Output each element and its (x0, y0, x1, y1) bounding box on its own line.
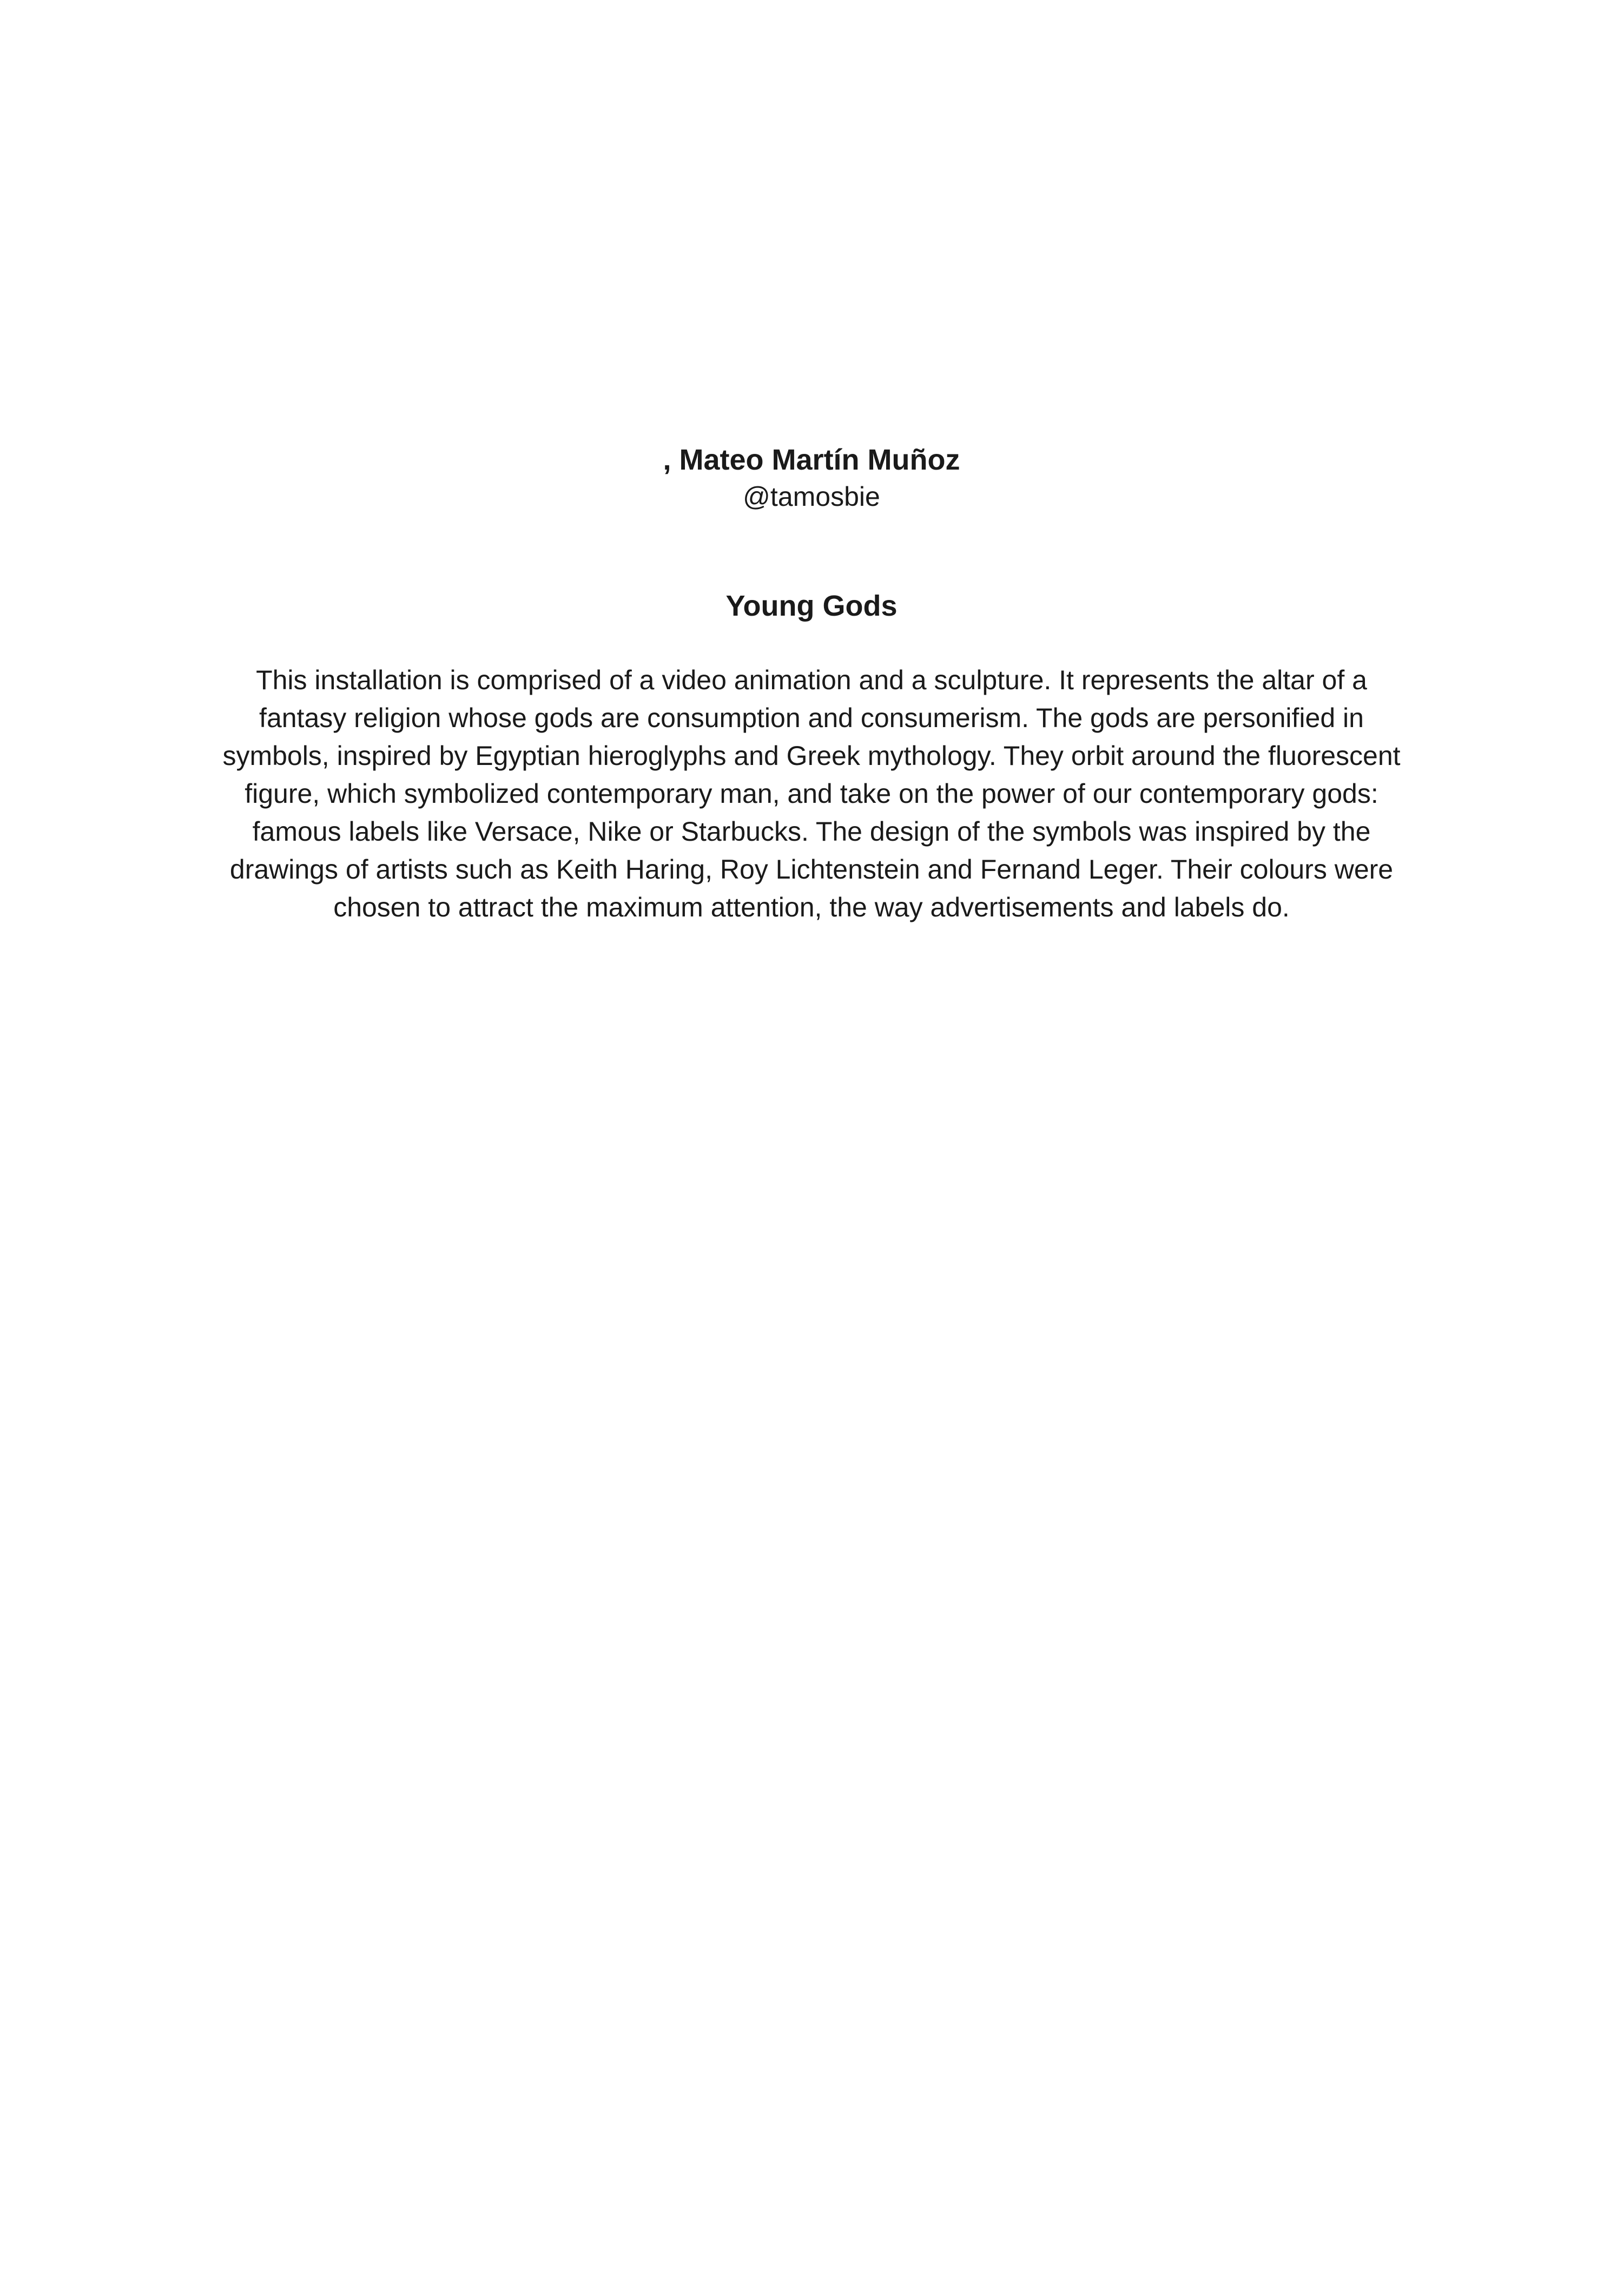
description-line: drawings of artists such as Keith Haring, Roy Lichtenstein and Fernand Leger. Their colours were (229, 854, 1394, 885)
author-block (0, 441, 1623, 514)
author-handle: @tamosbie (743, 481, 880, 512)
work-description (162, 661, 1461, 926)
description-line: fantasy religion whose gods are consumption and consumerism. The gods are personified in (259, 703, 1364, 733)
work-title: Young Gods (725, 590, 898, 622)
description-line: famous labels like Versace, Nike or Starbucks. The design of the symbols was inspired by the (252, 816, 1371, 847)
description-line: This installation is comprised of a video animation and a sculpture. It represents the altar of a (256, 665, 1367, 695)
description-line: chosen to attract the maximum attention, the way advertisements and labels do. (333, 892, 1290, 922)
author-name: , Mateo Martín Muñoz (663, 444, 960, 476)
description-line: figure, which symbolized contemporary man, and take on the power of our contemporary gods: (245, 778, 1378, 809)
description-line: symbols, inspired by Egyptian hieroglyphs and Greek mythology. They orbit around the fluorescent (222, 741, 1401, 771)
